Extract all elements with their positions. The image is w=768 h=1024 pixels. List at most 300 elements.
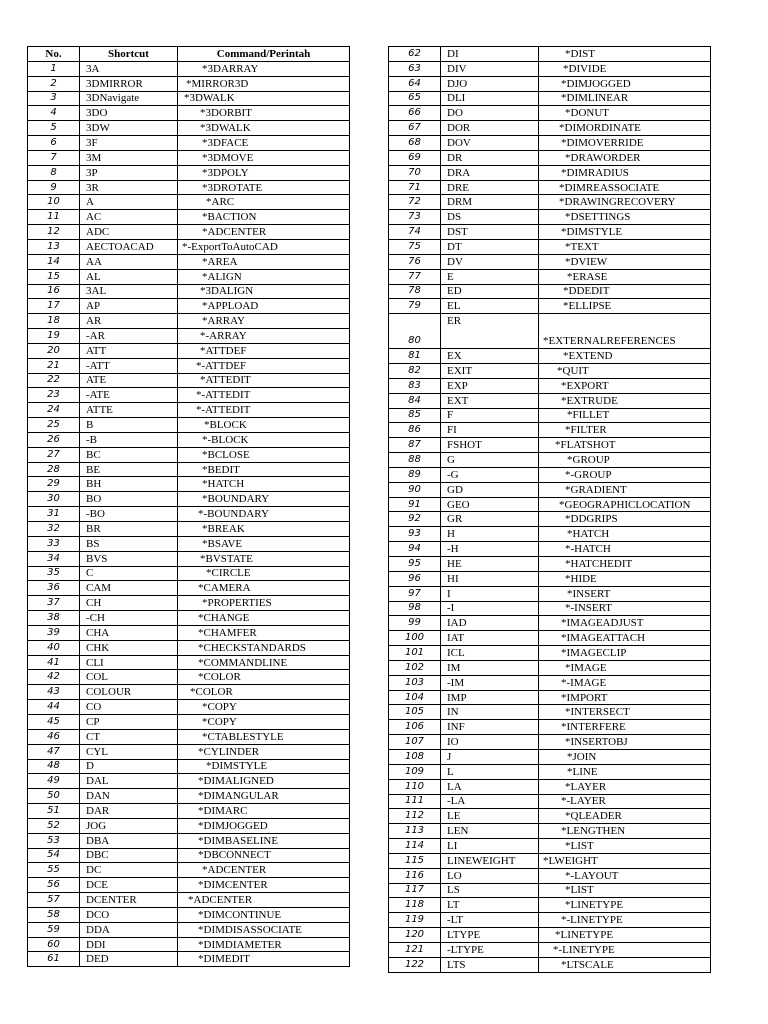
shortcut-cell: 3DO (80, 106, 178, 121)
command-cell: *-BLOCK (178, 432, 350, 447)
command-cell: *DIMANGULAR (178, 789, 350, 804)
table-row (389, 423, 711, 438)
row-number: 39 (28, 625, 80, 640)
table-row (28, 432, 350, 447)
shortcut-cell: LTS (441, 957, 539, 972)
table-row (389, 809, 711, 824)
command-cell: *-ExportToAutoCAD (178, 239, 350, 254)
table-row (389, 91, 711, 106)
shortcut-cell: DAN (80, 789, 178, 804)
table-row (28, 937, 350, 952)
command-cell: *FILLET (539, 408, 711, 423)
command-cell: *DRAWORDER (539, 150, 711, 165)
command-cell: *DVIEW (539, 254, 711, 269)
table-row (28, 878, 350, 893)
command-cell: *HATCH (539, 527, 711, 542)
shortcut-cell: EXT (441, 393, 539, 408)
row-number: 19 (28, 329, 80, 344)
shortcut-cell: IO (441, 735, 539, 750)
command-cell: *DONUT (539, 106, 711, 121)
row-number: 69 (389, 150, 441, 165)
command-cell: *DBCONNECT (178, 848, 350, 863)
command-cell: *DRAWINGRECOVERY (539, 195, 711, 210)
shortcut-cell: 3AL (80, 284, 178, 299)
row-number: 116 (389, 868, 441, 883)
command-cell: *EXTEND (539, 349, 711, 364)
shortcut-cell: BVS (80, 551, 178, 566)
command-cell: *DIMRADIUS (539, 165, 711, 180)
shortcut-cell: DED (80, 952, 178, 967)
row-number: 72 (389, 195, 441, 210)
table-row (28, 477, 350, 492)
row-number: 122 (389, 957, 441, 972)
shortcut-cell: IMP (441, 690, 539, 705)
command-cell: *QUIT (539, 364, 711, 379)
row-number: 33 (28, 536, 80, 551)
table-row (28, 210, 350, 225)
row-number: 2 (28, 76, 80, 91)
row-number: 43 (28, 685, 80, 700)
command-cell: *3DARRAY (178, 61, 350, 76)
row-number: 58 (28, 907, 80, 922)
table-row (28, 640, 350, 655)
row-number: 105 (389, 705, 441, 720)
command-cell: *ALIGN (178, 269, 350, 284)
row-number: 67 (389, 121, 441, 136)
row-number: 22 (28, 373, 80, 388)
command-cell: *ERASE (539, 269, 711, 284)
row-number: 96 (389, 571, 441, 586)
table-row (389, 378, 711, 393)
command-cell: *LTSCALE (539, 957, 711, 972)
row-number: 54 (28, 848, 80, 863)
shortcut-cell: DCE (80, 878, 178, 893)
shortcut-cell: 3A (80, 61, 178, 76)
table-row (28, 818, 350, 833)
row-number: 14 (28, 254, 80, 269)
table-row (28, 462, 350, 477)
command-cell: *LWEIGHT (539, 853, 711, 868)
command-cell: *LINETYPE (539, 898, 711, 913)
table-row (389, 853, 711, 868)
row-number: 102 (389, 660, 441, 675)
command-cell: *3DALIGN (178, 284, 350, 299)
shortcut-cell: B (80, 418, 178, 433)
command-cell: *3DORBIT (178, 106, 350, 121)
command-cell: *-LAYOUT (539, 868, 711, 883)
table-row (389, 239, 711, 254)
table-row (389, 868, 711, 883)
row-number: 30 (28, 492, 80, 507)
shortcut-cell: BE (80, 462, 178, 477)
table-row (389, 735, 711, 750)
shortcut-cell: CO (80, 700, 178, 715)
table-row (389, 749, 711, 764)
shortcut-cell: ER (441, 314, 539, 349)
command-cell: *APPLOAD (178, 299, 350, 314)
command-cell: *LINETYPE (539, 928, 711, 943)
shortcut-cell: -LA (441, 794, 539, 809)
table-row (28, 596, 350, 611)
command-cell: *INSERTOBJ (539, 735, 711, 750)
row-number: 52 (28, 818, 80, 833)
row-number: 103 (389, 675, 441, 690)
table-row (389, 571, 711, 586)
command-cell: *CIRCLE (178, 566, 350, 581)
row-number: 64 (389, 76, 441, 91)
command-cell: *ADCENTER (178, 225, 350, 240)
command-cell: *DIMCONTINUE (178, 907, 350, 922)
command-cell: *3DPOLY (178, 165, 350, 180)
shortcut-cell: D (80, 759, 178, 774)
shortcut-cell: 3M (80, 150, 178, 165)
command-cell: *ADCENTER (178, 893, 350, 908)
row-number: 70 (389, 165, 441, 180)
table-row (389, 121, 711, 136)
row-number: 109 (389, 764, 441, 779)
table-row (389, 299, 711, 314)
shortcut-cell: J (441, 749, 539, 764)
shortcut-cell: -ATE (80, 388, 178, 403)
row-number: 68 (389, 136, 441, 151)
command-cell: *DIMJOGGED (539, 76, 711, 91)
command-cell: *-LINETYPE (539, 913, 711, 928)
row-number: 104 (389, 690, 441, 705)
shortcut-cell: BH (80, 477, 178, 492)
command-cell: *BLOCK (178, 418, 350, 433)
shortcut-cell: LA (441, 779, 539, 794)
row-number: 79 (389, 299, 441, 314)
shortcut-cell: CH (80, 596, 178, 611)
command-cell: *BACTION (178, 210, 350, 225)
table-row (28, 136, 350, 151)
command-cell: *ELLIPSE (539, 299, 711, 314)
shortcut-cell: LEN (441, 824, 539, 839)
row-number: 88 (389, 453, 441, 468)
row-number: 92 (389, 512, 441, 527)
row-number: 98 (389, 601, 441, 616)
shortcut-cell: BS (80, 536, 178, 551)
command-cell: *EXTERNALREFERENCES (539, 314, 711, 349)
row-number: 29 (28, 477, 80, 492)
shortcut-cell: EL (441, 299, 539, 314)
command-cell: *CHAMFER (178, 625, 350, 640)
shortcut-cell: IAD (441, 616, 539, 631)
shortcut-cell: I (441, 586, 539, 601)
command-cell: *LENGTHEN (539, 824, 711, 839)
table-row (28, 269, 350, 284)
row-number: 56 (28, 878, 80, 893)
shortcut-cell: GD (441, 482, 539, 497)
command-cell: *BCLOSE (178, 447, 350, 462)
table-row (389, 314, 711, 349)
shortcut-cell: AA (80, 254, 178, 269)
command-cell: *DIMEDIT (178, 952, 350, 967)
row-number: 36 (28, 581, 80, 596)
command-cell: *DIMOVERRIDE (539, 136, 711, 151)
row-number: 59 (28, 922, 80, 937)
table-row (28, 150, 350, 165)
table-row (389, 586, 711, 601)
row-number: 47 (28, 744, 80, 759)
command-cell: *IMAGEATTACH (539, 631, 711, 646)
command-cell: *LAYER (539, 779, 711, 794)
shortcut-cell: FSHOT (441, 438, 539, 453)
shortcut-cell: 3DNavigate (80, 91, 178, 106)
table-row (389, 883, 711, 898)
row-number: 121 (389, 942, 441, 957)
command-cell: *HIDE (539, 571, 711, 586)
table-row (389, 527, 711, 542)
table-row (28, 299, 350, 314)
shortcut-cell: DS (441, 210, 539, 225)
command-cell: *DIMDIAMETER (178, 937, 350, 952)
table-row (28, 284, 350, 299)
shortcut-cell: DBA (80, 833, 178, 848)
command-cell: *GEOGRAPHICLOCATION (539, 497, 711, 512)
row-number: 55 (28, 863, 80, 878)
row-number: 71 (389, 180, 441, 195)
shortcut-cell: IM (441, 660, 539, 675)
command-cell: *DIMALIGNED (178, 774, 350, 789)
shortcut-cell: LE (441, 809, 539, 824)
shortcut-cell: A (80, 195, 178, 210)
row-number: 86 (389, 423, 441, 438)
shortcut-cell: JOG (80, 818, 178, 833)
command-cell: *COMMANDLINE (178, 655, 350, 670)
row-number: 95 (389, 557, 441, 572)
command-cell: *GRADIENT (539, 482, 711, 497)
table-row (389, 542, 711, 557)
row-number: 48 (28, 759, 80, 774)
row-number: 1 (28, 61, 80, 76)
table-row (28, 254, 350, 269)
command-cell: *COLOR (178, 685, 350, 700)
table-row (389, 957, 711, 972)
table-row (28, 670, 350, 685)
command-cell: *DIVIDE (539, 61, 711, 76)
table-row (389, 794, 711, 809)
row-number: 84 (389, 393, 441, 408)
table-row (28, 492, 350, 507)
shortcut-cell: BR (80, 522, 178, 537)
table-row (28, 239, 350, 254)
shortcut-cell: DC (80, 863, 178, 878)
row-number: 9 (28, 180, 80, 195)
row-number: 12 (28, 225, 80, 240)
table-row (28, 804, 350, 819)
shortcut-cell: CAM (80, 581, 178, 596)
row-number: 81 (389, 349, 441, 364)
shortcut-cell: INF (441, 720, 539, 735)
row-number: 114 (389, 839, 441, 854)
shortcut-cell: CLI (80, 655, 178, 670)
row-number: 99 (389, 616, 441, 631)
shortcut-cell: ICL (441, 646, 539, 661)
shortcut-cell: E (441, 269, 539, 284)
table-row (28, 418, 350, 433)
command-cell: *BSAVE (178, 536, 350, 551)
row-number: 100 (389, 631, 441, 646)
shortcut-cell: CHA (80, 625, 178, 640)
command-cell: *COPY (178, 714, 350, 729)
table-row (389, 136, 711, 151)
command-cell: *ARC (178, 195, 350, 210)
table-row (389, 824, 711, 839)
table-row (28, 581, 350, 596)
command-cell: *3DWALK (178, 91, 350, 106)
row-number: 91 (389, 497, 441, 512)
row-number: 77 (389, 269, 441, 284)
command-cell: *-INSERT (539, 601, 711, 616)
row-number: 40 (28, 640, 80, 655)
row-number: 15 (28, 269, 80, 284)
table-row (389, 764, 711, 779)
command-cell: *DIMREASSOCIATE (539, 180, 711, 195)
row-number: 41 (28, 655, 80, 670)
command-cell: *-ATTEDIT (178, 403, 350, 418)
shortcut-cell: 3DMIRROR (80, 76, 178, 91)
row-number: 18 (28, 314, 80, 329)
table-row (389, 631, 711, 646)
table-row (28, 314, 350, 329)
command-cell: *-GROUP (539, 467, 711, 482)
table-row (28, 536, 350, 551)
shortcut-cell: GR (441, 512, 539, 527)
command-cell: *FLATSHOT (539, 438, 711, 453)
row-number: 108 (389, 749, 441, 764)
table-row (389, 601, 711, 616)
shortcut-cell: DOR (441, 121, 539, 136)
shortcut-cell: DR (441, 150, 539, 165)
command-cell: *BREAK (178, 522, 350, 537)
row-number: 16 (28, 284, 80, 299)
table-row (28, 789, 350, 804)
shortcut-cell: -AR (80, 329, 178, 344)
row-number: 80 (389, 314, 441, 349)
row-number: 6 (28, 136, 80, 151)
table-row (389, 839, 711, 854)
shortcut-cell: DCENTER (80, 893, 178, 908)
table-row (389, 165, 711, 180)
row-number: 66 (389, 106, 441, 121)
shortcut-cell: DBC (80, 848, 178, 863)
shortcut-cell: DLI (441, 91, 539, 106)
command-cell: *EXTRUDE (539, 393, 711, 408)
command-cell: *-LAYER (539, 794, 711, 809)
shortcut-cell: AECTOACAD (80, 239, 178, 254)
shortcut-cell: -IM (441, 675, 539, 690)
row-number: 20 (28, 343, 80, 358)
shortcut-cell: ATE (80, 373, 178, 388)
shortcut-cell: BC (80, 447, 178, 462)
row-number: 10 (28, 195, 80, 210)
command-cell: *-ARRAY (178, 329, 350, 344)
shortcut-cell: DRM (441, 195, 539, 210)
command-cell: *JOIN (539, 749, 711, 764)
shortcut-cell: ATTE (80, 403, 178, 418)
command-cell: *-IMAGE (539, 675, 711, 690)
row-number: 117 (389, 883, 441, 898)
shortcut-cell: -H (441, 542, 539, 557)
shortcut-cell: IAT (441, 631, 539, 646)
table-row (28, 744, 350, 759)
table-row (28, 225, 350, 240)
command-cell: *ATTDEF (178, 343, 350, 358)
shortcut-cell: LO (441, 868, 539, 883)
command-cell: *DIMORDINATE (539, 121, 711, 136)
command-cell: *-LINETYPE (539, 942, 711, 957)
command-cell: *INTERSECT (539, 705, 711, 720)
table-row (389, 76, 711, 91)
header-no: No. (28, 47, 80, 62)
row-number: 4 (28, 106, 80, 121)
table-row (389, 898, 711, 913)
shortcut-cell: ADC (80, 225, 178, 240)
table-row (389, 408, 711, 423)
command-cell: *DIST (539, 47, 711, 62)
shortcut-table-right (388, 46, 711, 973)
command-cell: *BEDIT (178, 462, 350, 477)
command-cell: *ADCENTER (178, 863, 350, 878)
row-number: 38 (28, 611, 80, 626)
table-row (389, 675, 711, 690)
table-row (28, 833, 350, 848)
table-row (389, 928, 711, 943)
row-number: 65 (389, 91, 441, 106)
row-number: 35 (28, 566, 80, 581)
row-number: 94 (389, 542, 441, 557)
table-row (389, 705, 711, 720)
table-row (389, 660, 711, 675)
row-number: 45 (28, 714, 80, 729)
shortcut-cell: -BO (80, 507, 178, 522)
table-row (28, 566, 350, 581)
table-row (389, 180, 711, 195)
table-row (28, 611, 350, 626)
table-row (28, 685, 350, 700)
header-command: Command/Perintah (178, 47, 350, 62)
table-row (389, 646, 711, 661)
table-row (28, 759, 350, 774)
command-cell: *FILTER (539, 423, 711, 438)
row-number: 90 (389, 482, 441, 497)
command-cell: *LIST (539, 839, 711, 854)
row-number: 63 (389, 61, 441, 76)
table-body-right (389, 47, 711, 973)
command-cell: *3DFACE (178, 136, 350, 151)
command-cell: *MIRROR3D (178, 76, 350, 91)
table-row (28, 907, 350, 922)
command-cell: *DIMSTYLE (539, 225, 711, 240)
table-row (28, 195, 350, 210)
row-number: 76 (389, 254, 441, 269)
table-row (28, 388, 350, 403)
row-number: 37 (28, 596, 80, 611)
command-cell: *IMPORT (539, 690, 711, 705)
table-row (389, 393, 711, 408)
command-cell: *-BOUNDARY (178, 507, 350, 522)
table-row (28, 729, 350, 744)
shortcut-cell: EXIT (441, 364, 539, 379)
shortcut-cell: COL (80, 670, 178, 685)
command-cell: *LIST (539, 883, 711, 898)
table-row (389, 913, 711, 928)
shortcut-cell: 3R (80, 180, 178, 195)
command-cell: *-ATTDEF (178, 358, 350, 373)
shortcut-cell: ATT (80, 343, 178, 358)
table-body-left (28, 61, 350, 966)
